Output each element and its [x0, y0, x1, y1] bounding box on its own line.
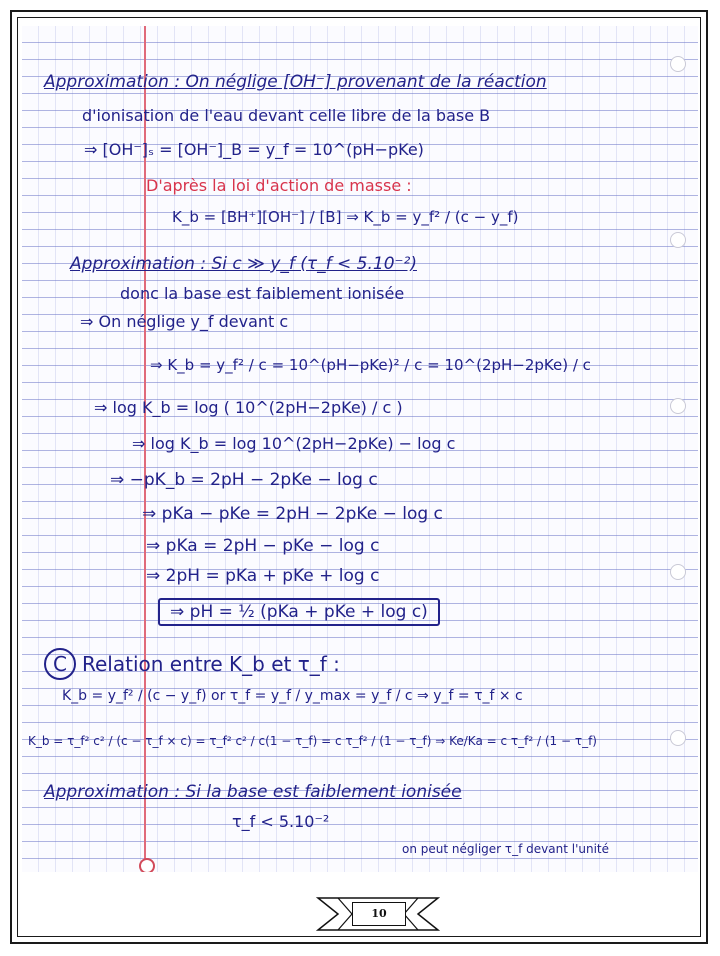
- handwritten-line: d'ionisation de l'eau devant celle libre de la base B: [82, 106, 491, 125]
- punch-hole: [670, 730, 686, 746]
- handwritten-line: K_b = y_f² / (c − y_f) or τ_f = y_f / y_max = y_f / c ⇒ y_f = τ_f × c: [62, 688, 523, 704]
- margin-marker: [139, 858, 155, 872]
- handwritten-line: ⇒ pKa = 2pH − pKe − log c: [146, 536, 380, 556]
- boxed-result: ⇒ pH = ½ (pKa + pKe + log c): [158, 598, 440, 626]
- handwritten-line: τ_f < 5.10⁻²: [232, 812, 330, 831]
- punch-hole: [670, 398, 686, 414]
- handwritten-line: ⇒ log K_b = log 10^(2pH−2pKe) − log c: [132, 434, 456, 453]
- handwritten-line: Approximation : On néglige [OH⁻] provenant de la réaction: [44, 72, 547, 92]
- handwritten-line: donc la base est faiblement ionisée: [120, 284, 405, 303]
- handwritten-line: K_b = [BH⁺][OH⁻] / [B] ⇒ K_b = y_f² / (c − y_f): [172, 208, 519, 226]
- handwritten-line: D'après la loi d'action de masse :: [146, 176, 412, 195]
- page-number: 10: [352, 902, 406, 926]
- notebook-page: [22, 26, 698, 872]
- handwritten-line: ⇒ −pK_b = 2pH − 2pKe − log c: [110, 470, 378, 490]
- section-heading: [44, 648, 340, 680]
- handwritten-line: ⇒ [OH⁻]ₛ = [OH⁻]_B = y_f = 10^(pH−pKe): [84, 140, 424, 159]
- page-number-ribbon: [316, 894, 440, 934]
- handwritten-line: on peut négliger τ_f devant l'unité: [402, 842, 610, 856]
- handwritten-line: Approximation : Si la base est faiblement ionisée: [44, 782, 462, 802]
- handwritten-line: ⇒ On néglige y_f devant c: [80, 312, 289, 331]
- section-title: Relation entre K_b et τ_f :: [82, 652, 340, 676]
- punch-hole: [670, 56, 686, 72]
- punch-hole: [670, 564, 686, 580]
- handwritten-line: ⇒ log K_b = log ( 10^(2pH−2pKe) / c ): [94, 398, 403, 417]
- punch-hole: [670, 232, 686, 248]
- section-marker: C: [44, 648, 76, 680]
- handwritten-line: K_b = τ_f² c² / (c − τ_f × c) = τ_f² c² / c(1 − τ_f) = c τ_f² / (1 − τ_f) ⇒ Ke/Ka = c τ_f² / (1 − τ_f): [28, 734, 597, 748]
- handwritten-line: ⇒ K_b = y_f² / c = 10^(pH−pKe)² / c = 10^(2pH−2pKe) / c: [150, 356, 591, 374]
- handwritten-line: Approximation : Si c ≫ y_f (τ_f < 5.10⁻²): [70, 254, 417, 274]
- handwritten-line: ⇒ pKa − pKe = 2pH − 2pKe − log c: [142, 504, 443, 524]
- handwritten-line: ⇒ 2pH = pKa + pKe + log c: [146, 566, 380, 586]
